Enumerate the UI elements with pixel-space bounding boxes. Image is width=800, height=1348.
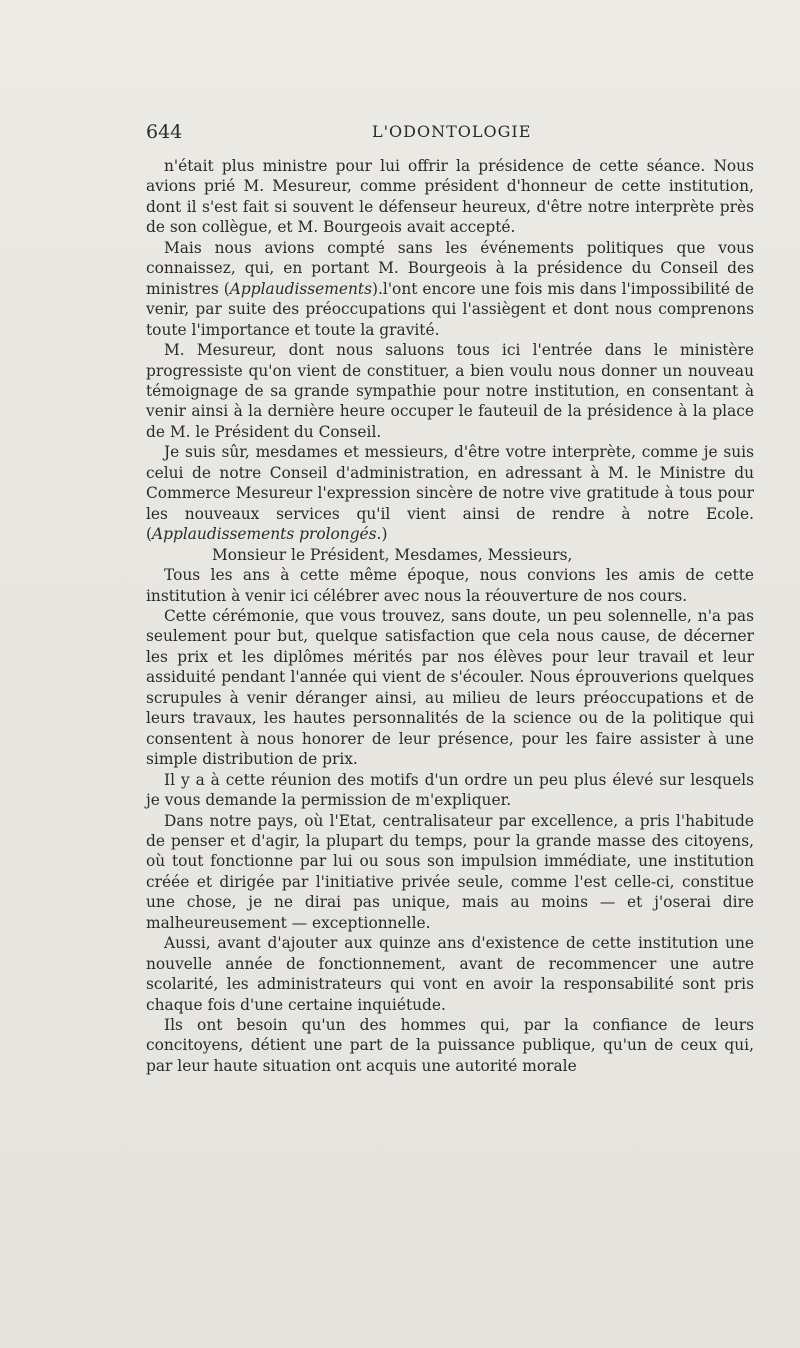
paragraph-text: Il y a à cette réunion des motifs d'un ordre un peu plus élevé sur lesquels je vous demande la permission de m'expliquer. [146,770,754,810]
paragraph [146,811,754,934]
page-number: 644 [146,121,183,143]
paragraph [146,565,754,606]
paragraph [146,156,754,238]
applause-note: Applaudissements [229,279,372,298]
salutation-text: Monsieur le Président, Mesdames, Messieurs, [212,545,573,564]
page-header [146,120,754,144]
body-text [146,156,754,1076]
paragraph [146,238,754,340]
paragraph [146,933,754,1015]
paragraph-text: M. Mesureur, dont nous saluons tous ici l'entrée dans le ministère progressiste qu'on vient de constituer, a bien voulu nous donner un nouveau témoignage de sa grande sympathie pour notre institution, en consentant à venir ainsi à la dernière heure occuper le fauteuil de la présidence à la place de M. le Président du Conseil. [146,341,754,441]
paragraph-text: Tous les ans à cette même époque, nous convions les amis de cette institution à venir ici célébrer avec nous la réouverture de nos cours. [146,566,754,605]
running-title: L'ODONTOLOGIE [372,122,532,141]
paragraph-text: ) [381,525,388,544]
paragraph [146,1015,754,1076]
paragraph-text: ).l'ont encore une fois mis dans l'impossibilité de venir, par suite des préoccupations qui l'assiègent et dont nous comprenons toute l'importance et toute la gravité. [146,279,754,339]
salutation [146,545,754,565]
paragraph-text: Aussi, avant d'ajouter aux quinze ans d'existence de cette institution une nouvelle année de fonctionnement, avant de recommencer une autre scolarité, les administrateurs qui vont en avoir la responsabilité sont pris chaque fois d'une certaine inquiétude. [146,934,754,1014]
paragraph [146,606,754,770]
paragraph [146,340,754,442]
paragraph-text: Je suis sûr, mesdames et messieurs, d'être votre interprète, comme je suis celui de notre Conseil d'administration, en adressant à M. le Ministre du Commerce Mesureur l'expression sincère de notre vive gratitude à tous pour les nouveaux services qu'il vient ainsi de rendre à notre Ecole. ( [146,443,754,544]
paragraph-text: n'était plus ministre pour lui offrir la présidence de cette séance. Nous avions prié M. Mesureur, comme président d'honneur de cette institution, dont il s'est fait si souvent le défenseur heureux, d'être notre interprète près de son collègue, et M. Bourgeois avait accepté. [146,157,754,237]
paragraph-text: Ils ont besoin qu'un des hommes qui, par la confiance de leurs concitoyens, détient une part de la puissance publique, qu'un de ceux qui, par leur haute situation ont acquis une autorité morale [146,1016,754,1075]
paragraph-text: Cette cérémonie, que vous trouvez, sans doute, un peu solennelle, n'a pas seulement pour but, quelque satisfaction que cela nous cause, de décerner les prix et les diplômes mérités par nos élèves pour leur travail et leur assiduité pendant l'année qui vient de s'écouler. Nous éprouverions quelques scrupules à venir déranger ainsi, au milieu de leurs préoccupations et de leurs travaux, les hautes personnalités de la science ou de la politique qui consentent à nous honorer de leur présence, pour les faire assister à une simple distribution de prix. [146,606,754,769]
paragraph-text: Mais nous avions compté sans les événements politiques que vous connaissez, qui, en portant M. Bourgeois à la présidence du Conseil des ministres ( [146,238,754,298]
paragraph [146,770,754,811]
paragraph [146,442,754,544]
paragraph-text: Dans notre pays, où l'Etat, centralisateur par excellence, a pris l'habitude de penser et d'agir, la plupart du temps, pour la grande masse des citoyens, où tout fonctionne par lui ou sous son impulsion immédiate, une institution créée et dirigée par l'initiative privée seule, comme l'est celle-ci, constitue une chose, je ne dirai pas unique, mais au moins — et j'oserai dire malheureusement — exceptionnelle. [146,811,754,932]
applause-note: Applaudissements prolongés. [152,525,382,544]
